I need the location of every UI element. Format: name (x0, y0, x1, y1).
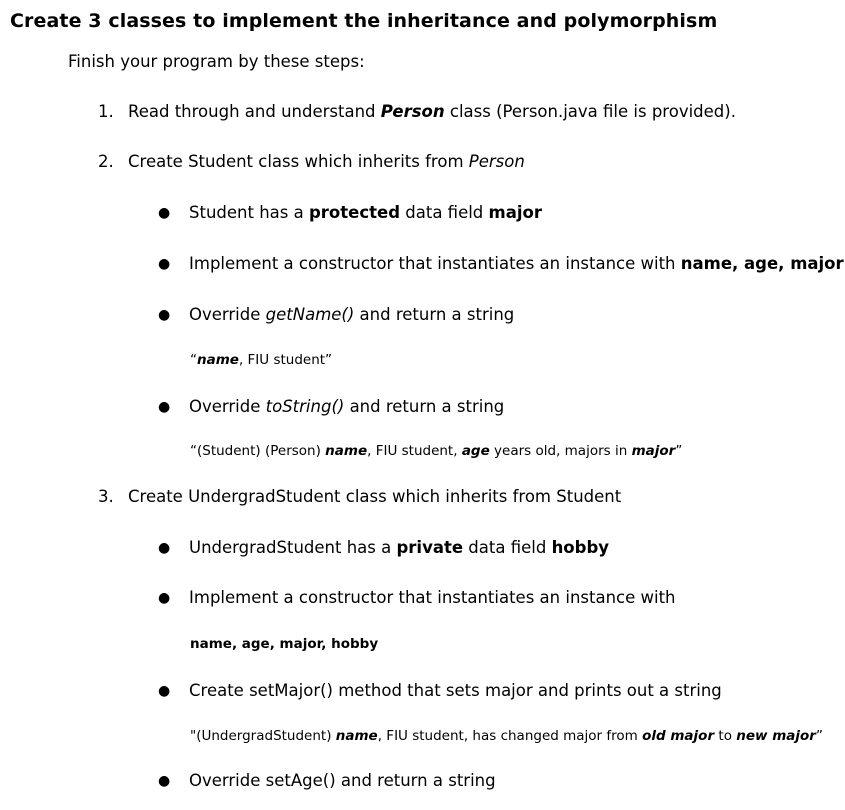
step-2 (98, 152, 525, 171)
class-name-person: Person (468, 152, 525, 171)
bullet-item (158, 203, 542, 222)
keyword: private (396, 538, 464, 557)
step-1 (98, 102, 736, 121)
placeholder-old-major: old major (642, 728, 715, 744)
bullet-text: data field (400, 203, 489, 222)
bullet-text: and return a string (354, 305, 515, 324)
bullet-icon: ● (158, 307, 171, 323)
sub-text: ” (815, 728, 823, 744)
sub-text: years old, majors in (489, 443, 632, 459)
placeholder-name: name (325, 443, 368, 459)
step-text: Create Student class which inherits from (128, 152, 469, 171)
output-format (190, 728, 823, 744)
bullet-item (158, 305, 514, 324)
bullet-text: data field (463, 538, 552, 557)
keyword: name, age, major (680, 254, 844, 273)
bullet-text: Override (189, 305, 266, 324)
bullet-text: Override setAge() and return a string (189, 771, 496, 790)
bullet-icon: ● (158, 773, 171, 789)
step-text: class (Person.java file is provided). (444, 102, 736, 121)
placeholder-name: name (335, 728, 378, 744)
sub-text: , FIU student, has changed major from (377, 728, 643, 744)
bullet-text: Student has a (189, 203, 309, 222)
bullet-icon: ● (158, 256, 171, 272)
keyword: protected (308, 203, 401, 222)
sub-text: “ (190, 352, 197, 368)
bullet-icon: ● (158, 683, 171, 699)
bullet-item (158, 771, 496, 790)
sub-text: "(UndergradStudent) (190, 728, 336, 744)
placeholder-name: name (197, 352, 239, 368)
bullet-item (158, 254, 844, 273)
constructor-params (190, 636, 378, 652)
placeholder-new-major: new major (736, 728, 816, 744)
bullet-item (158, 588, 676, 607)
bullet-text: and return a string (344, 397, 505, 416)
step-text: Create UndergradStudent class which inherits from Student (128, 487, 622, 506)
sub-text: , FIU student” (238, 352, 333, 368)
bullet-icon: ● (158, 205, 171, 221)
sub-text: to (714, 728, 737, 744)
bullet-text: Create setMajor() method that sets major and prints out a string (189, 681, 722, 700)
class-name-person: Person (380, 102, 445, 121)
step-number: 2. (98, 152, 114, 171)
method-name: getName() (265, 305, 355, 324)
keyword: hobby (551, 538, 610, 557)
bullet-icon: ● (158, 399, 171, 415)
method-name: toString() (265, 397, 345, 416)
bullet-text: Override (189, 397, 266, 416)
output-format (190, 352, 332, 368)
bullet-item (158, 397, 504, 416)
bullet-text: UndergradStudent has a (189, 538, 397, 557)
sub-text: ” (675, 443, 683, 459)
sub-text: , FIU student, (367, 443, 462, 459)
bullet-icon: ● (158, 540, 171, 556)
document-title: Create 3 classes to implement the inheritance and polymorphism (10, 10, 718, 32)
bullet-text: Implement a constructor that instantiates an instance with (189, 254, 681, 273)
step-text: Read through and understand (128, 102, 381, 121)
step-3 (98, 487, 621, 506)
placeholder-age: age (461, 443, 490, 459)
placeholder-major: major (631, 443, 676, 459)
step-number: 1. (98, 102, 114, 121)
keyword: major (488, 203, 542, 222)
bullet-item (158, 538, 609, 557)
step-number: 3. (98, 487, 114, 506)
output-format (190, 443, 682, 459)
intro-text: Finish your program by these steps: (68, 52, 365, 71)
bullet-text: Implement a constructor that instantiates an instance with (189, 588, 676, 607)
bullet-item (158, 681, 722, 700)
sub-text: name, age, major, hobby (190, 636, 379, 652)
sub-text: “(Student) (Person) (190, 443, 326, 459)
bullet-icon: ● (158, 590, 171, 606)
